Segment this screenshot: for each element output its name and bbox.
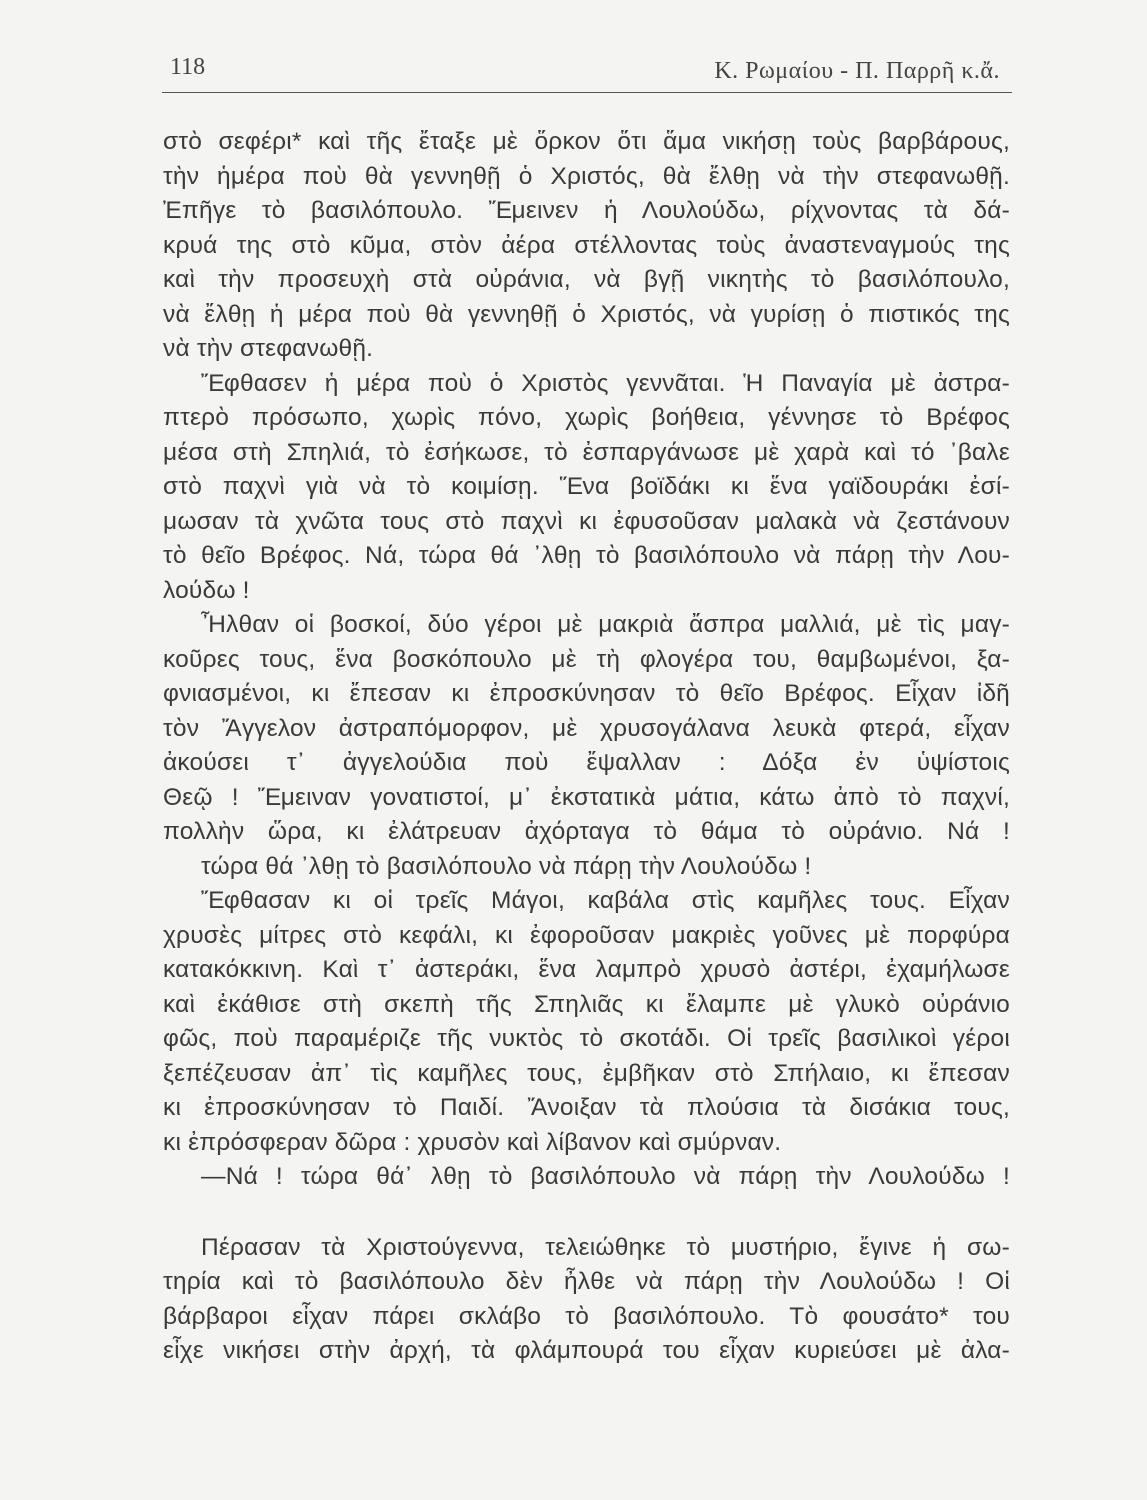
text-line: καὶ τὴν προσευχὴ στὰ οὐράνια, νὰ βγῇ νικητὴς τὸ βασιλόπουλο, — [163, 266, 1010, 293]
text-line: καὶ ἐκάθισε στὴ σκεπὴ τῆς Σπηλιᾶς κι ἔλαμπε μὲ γλυκὸ οὐράνιο — [163, 990, 1010, 1018]
text-line: κι ἐπροσκύνησαν τὸ Παιδί. Ἄνοιξαν τὰ πλούσια τὰ δισάκια τους, — [163, 1094, 1010, 1121]
text-line: κι ἐπρόσφεραν δῶρα : χρυσὸν καὶ λίβανον καὶ σμύρναν. — [163, 1128, 782, 1156]
text-line: χρυσὲς μίτρες στὸ κεφάλι, κι ἐφοροῦσαν μακριὲς γοῦνες μὲ πορφύρα — [163, 921, 1010, 949]
text-line: ἀκούσει τ᾽ ἀγγελούδια ποὺ ἔψαλλαν : Δόξα ἐν ὑψίστοις — [163, 749, 1010, 776]
text-line: κοῦρες τους, ἕνα βοσκόπουλο μὲ τὴ φλογέρα του, θαμβωμένοι, ξα- — [163, 645, 1010, 673]
text-line: νὰ ἔλθῃ ἡ μέρα ποὺ θὰ γεννηθῇ ὁ Χριστός, νὰ γυρίσῃ ὁ πιστικός της — [163, 300, 1010, 328]
text-line: μέσα στὴ Σπηλιά, τὸ ἐσήκωσε, τὸ ἐσπαργάνωσε μὲ χαρὰ καὶ τό ᾽βαλε — [163, 438, 1010, 466]
text-line: —Νά ! τώρα θά᾽ λθῃ τὸ βασιλόπουλο νὰ πάρῃ τὴν Λουλούδω ! — [201, 1163, 1010, 1190]
text-line: στὸ σεφέρι* καὶ τῆς ἔταξε μὲ ὅρκον ὅτι ἅμα νικήσῃ τοὺς βαρβάρους, — [163, 128, 1010, 155]
text-line: Ἦλθαν οἱ βοσκοί, δύο γέροι μὲ μακριὰ ἄσπρα μαλλιά, μὲ τὶς μαγ- — [201, 611, 1010, 638]
text-line: Ἐπῆγε τὸ βασιλόπουλο. Ἔμεινεν ἡ Λουλούδω, ρίχνοντας τὰ δά- — [163, 197, 1010, 224]
text-line: βάρβαροι εἶχαν πάρει σκλάβο τὸ βασιλόπουλο. Τὸ φουσάτο* του — [163, 1302, 1010, 1330]
text-line: φνιασμένοι, κι ἔπεσαν κι ἐπροσκύνησαν τὸ θεῖο Βρέφος. Εἶχαν ἰδῆ — [163, 680, 1010, 707]
text-line: κατακόκκινη. Καὶ τ᾽ ἀστεράκι, ἕνα λαμπρὸ χρυσὸ ἀστέρι, ἐχαμήλωσε — [163, 956, 1010, 983]
text-line: λούδω ! — [163, 576, 250, 604]
text-line: μωσαν τὰ χνῶτα τους στὸ παχνὶ κι ἐφυσοῦσαν μαλακὰ νὰ ζεστάνουν — [163, 507, 1010, 535]
text-line: τηρία καὶ τὸ βασιλόπουλο δὲν ἦλθε νὰ πάρῃ τὴν Λουλούδω ! Οἱ — [163, 1268, 1010, 1295]
text-line: τὴν ἡμέρα ποὺ θὰ γεννηθῇ ὁ Χριστός, θὰ ἔλθῃ νὰ τὴν στεφανωθῇ. — [163, 162, 1010, 190]
text-line: κρυά της στὸ κῦμα, στὸν ἀέρα στέλλοντας τοὺς ἀναστεναγμούς της — [163, 231, 1010, 259]
text-line: πτερὸ πρόσωπο, χωρὶς πόνο, χωρὶς βοήθεια, γέννησε τὸ Βρέφος — [163, 404, 1010, 431]
page-number: 118 — [170, 54, 206, 80]
body-text — [163, 125, 1010, 1369]
page-header — [162, 52, 1012, 93]
text-line: τώρα θά ᾽λθῃ τὸ βασιλόπουλο νὰ πάρῃ τὴν Λουλούδω ! — [201, 852, 812, 880]
running-head: Κ. Ρωμαίου - Π. Παρρῆ κ.ἄ. — [714, 58, 1000, 84]
text-line: φῶς, ποὺ παραμέριζε τῆς νυκτὸς τὸ σκοτάδι. Οἱ τρεῖς βασιλικοὶ γέροι — [163, 1025, 1010, 1052]
text-line: Ἔφθασεν ἡ μέρα ποὺ ὁ Χριστὸς γεννᾶται. Ἡ Παναγία μὲ ἀστρα- — [201, 369, 1010, 397]
text-line: τὸ θεῖο Βρέφος. Νά, τώρα θά ᾽λθῃ τὸ βασιλόπουλο νὰ πάρῃ τὴν Λου- — [163, 542, 1010, 569]
section-gap — [163, 1195, 1010, 1231]
text-line: εἶχε νικήσει στὴν ἀρχή, τὰ φλάμπουρά του εἶχαν κυριεύσει μὲ ἀλα- — [163, 1337, 1010, 1364]
text-line: νὰ τὴν στεφανωθῇ. — [163, 335, 374, 362]
text-line: Θεῷ ! Ἔμειναν γονατιστοί, μ᾽ ἐκστατικὰ μάτια, κάτω ἀπὸ τὸ παχνί, — [163, 783, 1010, 811]
text-line: ξεπέζευσαν ἀπ᾽ τὶς καμῆλες τους, ἐμβῆκαν στὸ Σπήλαιο, κι ἔπεσαν — [163, 1059, 1010, 1087]
text-line: Ἔφθασαν κι οἱ τρεῖς Μάγοι, καβάλα στὶς καμῆλες τους. Εἶχαν — [201, 887, 1010, 914]
text-line: στὸ παχνὶ γιὰ νὰ τὸ κοιμίσῃ. Ἕνα βοϊδάκι κι ἕνα γαϊδουράκι ἐσί- — [163, 473, 1010, 500]
text-line: τὸν Ἄγγελον ἀστραπόμορφον, μὲ χρυσογάλανα λευκὰ φτερά, εἶχαν — [163, 714, 1010, 742]
text-line: Πέρασαν τὰ Χριστούγεννα, τελειώθηκε τὸ μυστήριο, ἔγινε ἡ σω- — [201, 1233, 1010, 1261]
text-line: πολλὴν ὥρα, κι ἐλάτρευαν ἀχόρταγα τὸ θάμα τὸ οὐράνιο. Νά ! — [163, 818, 1010, 845]
